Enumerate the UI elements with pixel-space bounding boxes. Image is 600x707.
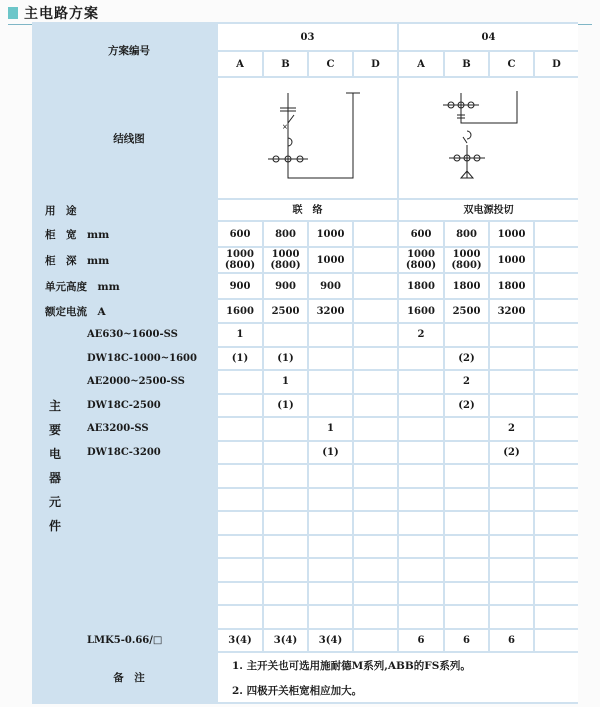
usage-label <box>35 200 213 220</box>
component-name-text: DW18C-1000~1600 <box>87 352 197 364</box>
wiring-label-text: 结线图 <box>113 132 145 145</box>
depth-label <box>35 248 213 272</box>
components-group-text <box>46 394 64 538</box>
component-04-cell <box>399 606 443 628</box>
component-03-cell <box>354 606 397 628</box>
width-03-cell-text: 1000 <box>316 228 345 240</box>
component-name-text: DW18C-2500 <box>87 399 161 411</box>
component-04-cell <box>535 465 578 487</box>
sub-col-header <box>445 52 488 76</box>
component-04-cell <box>535 606 578 628</box>
component-04-cell <box>445 559 488 581</box>
component-04-cell <box>445 465 488 487</box>
component-03-cell <box>309 489 352 511</box>
component-03-cell-text: (1) <box>277 352 294 364</box>
depth-label-text: 柜 深 mm <box>45 254 110 267</box>
unit_height-03-cell <box>354 274 397 298</box>
wiring-diagram-03-icon <box>248 83 368 193</box>
component-03-cell <box>309 559 352 581</box>
unit_height-04-cell-text: 1800 <box>452 280 481 292</box>
component-04-cell <box>535 559 578 581</box>
component-04-cell <box>535 489 578 511</box>
component-03-cell <box>309 324 352 346</box>
component-03-cell <box>354 489 397 511</box>
component-name <box>77 418 213 440</box>
sub-col-header <box>218 52 262 76</box>
component-04-cell <box>399 324 443 346</box>
component-03-cell <box>264 395 307 417</box>
width-03-cell <box>309 222 352 246</box>
component-name <box>77 630 213 652</box>
component-04-cell <box>399 559 443 581</box>
component-03-cell-text: 1 <box>282 376 289 388</box>
rated_current-label <box>35 300 213 322</box>
component-03-cell <box>309 512 352 534</box>
rated_current-04-cell-text: 3200 <box>497 305 526 317</box>
components-group-char: 主 <box>48 399 61 413</box>
depth-03-cell-text: 1000 (800) <box>224 249 256 271</box>
width-label-text: 柜 宽 mm <box>45 228 110 241</box>
component-03-cell <box>354 442 397 464</box>
component-name-text: AE3200-SS <box>87 423 149 435</box>
rated_current-04-cell <box>445 300 488 322</box>
unit_height-03-cell-text: 900 <box>320 280 341 292</box>
component-name-text: DW18C-3200 <box>87 446 161 458</box>
component-03-cell-text: 1 <box>327 423 334 435</box>
component-04-cell <box>535 348 578 370</box>
component-04-cell <box>490 324 533 346</box>
component-name <box>77 348 213 370</box>
depth-03-cell <box>264 248 307 272</box>
usage-03-text: 联 络 <box>292 204 323 216</box>
rated_current-04-cell-text: 1600 <box>407 305 435 317</box>
rated_current-03-cell <box>218 300 262 322</box>
component-04-cell <box>399 442 443 464</box>
rated_current-03-cell <box>309 300 352 322</box>
component-03-cell <box>218 418 262 440</box>
unit_height-04-cell-text: 1800 <box>407 280 435 292</box>
sub-col-header-text: A <box>417 58 425 70</box>
component-04-cell-text: 2 <box>463 376 470 388</box>
svg-text:×: × <box>281 123 288 131</box>
rated_current-03-cell <box>264 300 307 322</box>
depth-03-cell <box>218 248 262 272</box>
component-04-cell <box>445 442 488 464</box>
remarks-box <box>218 653 578 702</box>
component-04-cell <box>445 583 488 605</box>
depth-03-cell-text: 1000 <box>316 254 345 266</box>
component-03-cell <box>264 442 307 464</box>
component-name <box>77 442 213 464</box>
component-04-cell <box>445 371 488 393</box>
component-name-text: AE630~1600-SS <box>87 329 178 341</box>
component-04-cell <box>490 489 533 511</box>
sub-col-header <box>309 52 352 76</box>
component-03-cell <box>354 465 397 487</box>
component-03-cell <box>309 395 352 417</box>
components-group-char: 电 <box>48 447 61 461</box>
sub-col-header-text: A <box>236 58 244 70</box>
component-03-cell <box>264 606 307 628</box>
component-name <box>77 536 213 558</box>
component-04-cell <box>399 418 443 440</box>
component-04-cell <box>399 512 443 534</box>
components-group-char: 元 <box>48 495 61 509</box>
scheme-table <box>32 22 578 704</box>
components-group-char: 器 <box>48 471 61 485</box>
width-03-cell <box>264 222 307 246</box>
depth-04-cell <box>399 248 443 272</box>
component-04-cell <box>445 324 488 346</box>
rated_current-03-cell-text: 2500 <box>271 305 300 317</box>
scheme-03-header-text: 03 <box>300 31 315 43</box>
component-03-cell <box>264 583 307 605</box>
width-04-cell <box>490 222 533 246</box>
component-04-cell <box>490 512 533 534</box>
component-04-cell <box>490 536 533 558</box>
component-04-cell <box>535 536 578 558</box>
component-03-cell <box>354 536 397 558</box>
rated_current-04-cell-text: 2500 <box>452 305 481 317</box>
component-name <box>77 512 213 534</box>
component-03-cell <box>218 442 262 464</box>
depth-04-cell <box>490 248 533 272</box>
sub-col-header <box>354 52 397 76</box>
component-name <box>77 371 213 393</box>
component-04-cell <box>490 465 533 487</box>
component-04-cell-text: (2) <box>458 399 475 411</box>
usage-04-text: 双电源投切 <box>463 204 514 216</box>
component-03-cell <box>264 465 307 487</box>
unit_height-04-cell <box>535 274 578 298</box>
component-03-cell <box>309 348 352 370</box>
rated_current-03-cell-text: 3200 <box>316 305 345 317</box>
component-03-cell-text: 3(4) <box>228 634 252 646</box>
depth-03-cell <box>354 248 397 272</box>
component-04-cell <box>445 536 488 558</box>
component-04-cell-text: 6 <box>463 634 470 646</box>
component-04-cell <box>490 606 533 628</box>
component-name <box>77 583 213 605</box>
component-04-cell <box>490 559 533 581</box>
component-04-cell <box>399 395 443 417</box>
component-04-cell <box>445 418 488 440</box>
component-03-cell <box>264 512 307 534</box>
component-03-cell <box>354 583 397 605</box>
depth-04-cell-text: 1000 <box>497 254 526 266</box>
component-04-cell <box>535 512 578 534</box>
component-03-cell <box>218 371 262 393</box>
component-03-cell <box>309 418 352 440</box>
component-04-cell <box>490 442 533 464</box>
component-name <box>77 324 213 346</box>
component-03-cell <box>264 371 307 393</box>
component-04-cell <box>399 371 443 393</box>
unit_height-label <box>35 274 213 298</box>
component-name <box>77 606 213 628</box>
sub-col-header-text: B <box>281 58 290 70</box>
component-03-cell <box>264 559 307 581</box>
wiring-diagram-04 <box>399 78 578 198</box>
component-03-cell <box>309 606 352 628</box>
component-03-cell-text: (1) <box>231 352 249 364</box>
component-04-cell <box>535 418 578 440</box>
width-04-cell <box>445 222 488 246</box>
component-03-cell <box>354 559 397 581</box>
component-03-cell <box>218 630 262 652</box>
sub-col-header-text: B <box>462 58 471 70</box>
unit_height-03-cell-text: 900 <box>229 280 251 292</box>
component-03-cell <box>309 442 352 464</box>
width-03-cell <box>218 222 262 246</box>
sub-col-header <box>535 52 578 76</box>
sub-col-header-text: D <box>371 58 380 70</box>
component-03-cell <box>218 324 262 346</box>
component-04-cell <box>399 489 443 511</box>
wiring-label <box>35 78 213 198</box>
component-name <box>77 559 213 581</box>
component-04-cell <box>490 630 533 652</box>
component-03-cell <box>309 465 352 487</box>
wiring-diagram-03 <box>218 78 397 198</box>
component-04-cell <box>445 630 488 652</box>
component-04-cell-text: 2 <box>417 329 425 341</box>
component-03-cell-text: 3(4) <box>318 634 343 646</box>
component-04-cell <box>445 512 488 534</box>
component-03-cell <box>309 371 352 393</box>
unit_height-04-cell <box>399 274 443 298</box>
component-03-cell <box>309 536 352 558</box>
width-03-cell-text: 800 <box>275 228 296 240</box>
remarks-label <box>35 653 213 702</box>
component-04-cell <box>445 348 488 370</box>
component-04-cell-text: (2) <box>458 352 475 364</box>
page-header <box>8 4 99 22</box>
component-03-cell <box>264 489 307 511</box>
scheme-number-label-text: 方案编号 <box>108 44 150 57</box>
component-03-cell <box>218 606 262 628</box>
width-04-cell-text: 800 <box>456 228 477 240</box>
remark-line: 1. 主开关也可选用施耐德M系列,ABB的FS系列。 <box>232 659 471 672</box>
component-04-cell <box>490 583 533 605</box>
depth-04-cell-text: 1000 (800) <box>405 249 437 271</box>
remarks-label-text: 备 注 <box>113 672 145 684</box>
component-03-cell <box>354 395 397 417</box>
component-04-cell-text: 6 <box>417 634 425 646</box>
component-03-cell <box>354 418 397 440</box>
component-03-cell <box>354 348 397 370</box>
component-03-cell <box>218 559 262 581</box>
component-04-cell <box>445 606 488 628</box>
component-04-cell <box>535 442 578 464</box>
component-04-cell <box>490 395 533 417</box>
rated_current-04-cell <box>399 300 443 322</box>
sub-col-header-text: C <box>507 58 516 70</box>
depth-04-cell <box>445 248 488 272</box>
sub-col-header <box>264 52 307 76</box>
scheme-04-header <box>399 24 578 50</box>
width-label <box>35 222 213 246</box>
component-name <box>77 465 213 487</box>
components-group-label <box>35 324 75 651</box>
rated_current-04-cell <box>535 300 578 322</box>
component-03-cell <box>264 630 307 652</box>
component-04-cell <box>535 583 578 605</box>
unit_height-04-cell <box>490 274 533 298</box>
usage-03 <box>218 200 397 220</box>
component-03-cell <box>354 630 397 652</box>
depth-04-cell <box>535 248 578 272</box>
scheme-03-header <box>218 24 397 50</box>
width-03-cell-text: 600 <box>229 228 251 240</box>
component-03-cell <box>354 512 397 534</box>
title-marker <box>8 7 18 19</box>
width-04-cell-text: 1000 <box>497 228 526 240</box>
component-04-cell <box>490 371 533 393</box>
sub-col-header-text: C <box>326 58 335 70</box>
usage-04 <box>399 200 578 220</box>
rated_current-03-cell-text: 1600 <box>226 305 254 317</box>
depth-03-cell-text: 1000 (800) <box>270 249 301 271</box>
component-03-cell <box>309 583 352 605</box>
component-03-cell <box>354 371 397 393</box>
component-04-cell <box>399 630 443 652</box>
component-04-cell <box>445 489 488 511</box>
scheme-04-header-text: 04 <box>481 31 496 43</box>
component-04-cell <box>399 348 443 370</box>
component-03-cell <box>218 536 262 558</box>
page-title: 主电路方案 <box>24 6 99 22</box>
component-04-cell <box>535 324 578 346</box>
component-03-cell-text: (1) <box>277 399 294 411</box>
rated_current-04-cell <box>490 300 533 322</box>
component-04-cell <box>490 348 533 370</box>
component-04-cell <box>399 536 443 558</box>
component-04-cell <box>535 371 578 393</box>
unit_height-label-text: 单元高度 mm <box>45 280 120 293</box>
sub-col-header-text: D <box>552 58 561 70</box>
component-03-cell <box>354 324 397 346</box>
component-04-cell-text: 6 <box>508 634 515 646</box>
components-group-char: 要 <box>48 423 61 437</box>
width-03-cell <box>354 222 397 246</box>
component-04-cell-text: (2) <box>503 446 520 458</box>
component-03-cell <box>218 465 262 487</box>
component-03-cell <box>218 395 262 417</box>
components-group-char: 件 <box>48 519 61 533</box>
component-03-cell <box>309 630 352 652</box>
unit_height-04-cell <box>445 274 488 298</box>
component-04-cell <box>445 395 488 417</box>
depth-03-cell <box>309 248 352 272</box>
rated_current-label-text: 额定电流 A <box>45 305 106 318</box>
component-03-cell <box>218 583 262 605</box>
sub-col-header <box>399 52 443 76</box>
unit_height-03-cell-text: 900 <box>275 280 296 292</box>
component-03-cell <box>264 324 307 346</box>
component-03-cell <box>264 536 307 558</box>
component-03-cell <box>264 348 307 370</box>
unit_height-03-cell <box>309 274 352 298</box>
unit_height-03-cell <box>264 274 307 298</box>
component-04-cell-text: 2 <box>508 423 515 435</box>
depth-04-cell-text: 1000 (800) <box>451 249 482 271</box>
component-04-cell <box>490 418 533 440</box>
component-04-cell <box>399 583 443 605</box>
remark-line: 2. 四极开关柜宽相应加大。 <box>232 684 363 697</box>
component-name <box>77 489 213 511</box>
component-03-cell <box>264 418 307 440</box>
component-03-cell-text: (1) <box>322 446 339 458</box>
width-04-cell <box>399 222 443 246</box>
width-04-cell-text: 600 <box>410 228 432 240</box>
component-04-cell <box>399 465 443 487</box>
usage-label-text: 用 途 <box>45 204 77 217</box>
scheme-number-label <box>35 24 213 76</box>
wiring-diagram-04-icon <box>429 83 549 193</box>
width-04-cell <box>535 222 578 246</box>
unit_height-03-cell <box>218 274 262 298</box>
component-04-cell <box>535 395 578 417</box>
component-03-cell <box>218 489 262 511</box>
sub-col-header <box>490 52 533 76</box>
component-03-cell <box>218 348 262 370</box>
component-03-cell-text: 3(4) <box>273 634 298 646</box>
component-name <box>77 395 213 417</box>
rated_current-03-cell <box>354 300 397 322</box>
component-04-cell <box>535 630 578 652</box>
unit_height-04-cell-text: 1800 <box>497 280 526 292</box>
component-name-text: LMK5-0.66/□ <box>87 634 163 646</box>
component-name-text: AE2000~2500-SS <box>87 376 185 388</box>
component-03-cell-text: 1 <box>236 329 244 341</box>
component-03-cell <box>218 512 262 534</box>
